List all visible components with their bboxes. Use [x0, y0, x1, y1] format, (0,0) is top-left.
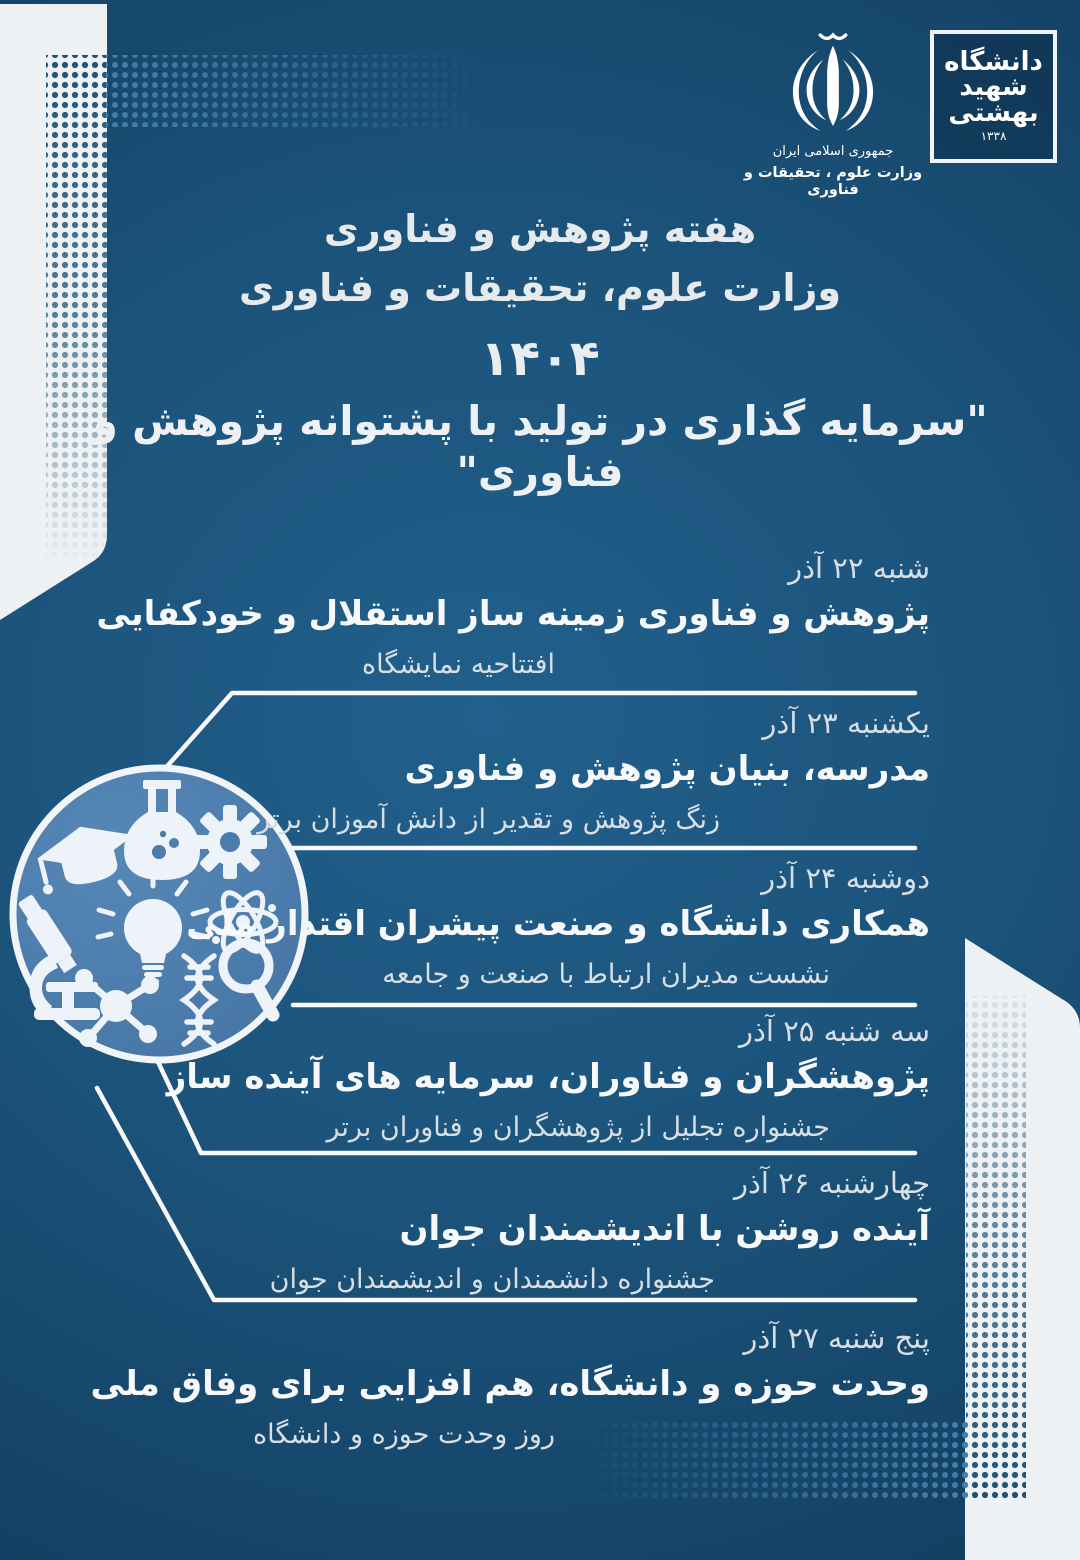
event-block-6	[60, 1322, 930, 1451]
ministry-logo	[740, 26, 926, 199]
event-day: دوشنبه ۲۴ آذر	[761, 861, 930, 895]
halftone-dots-right-column	[966, 996, 1026, 1498]
event-subtitle: افتتاحیه نمایشگاه	[361, 648, 555, 680]
event-block-2	[60, 707, 930, 836]
ministry-country-label: جمهوری اسلامی ایران	[772, 144, 894, 159]
ministry-name-label: وزارت علوم ، تحقیقات و فناوری	[743, 164, 923, 198]
university-word-1: دانشگاه	[944, 46, 1043, 77]
event-day: یکشنبه ۲۳ آذر	[762, 706, 930, 740]
header-slogan: "سرمایه گذاری در تولید با پشتوانه پژوهش و فناوری"	[92, 396, 988, 496]
halftone-dots-top-band	[106, 55, 488, 127]
event-subtitle: جشنواره تجلیل از پژوهشگران و فناوران برتر	[326, 1111, 830, 1143]
event-day: چهارشنبه ۲۶ آذر	[733, 1166, 930, 1200]
event-day: شنبه ۲۲ آذر	[788, 551, 930, 585]
event-subtitle: جشنواره دانشمندان و اندیشمندان جوان	[269, 1263, 715, 1295]
event-title: پژوهشگران و فناوران، سرمایه های آینده ساز	[166, 1057, 930, 1098]
event-subtitle: روز وحدت حوزه و دانشگاه	[252, 1418, 555, 1450]
university-logo	[930, 30, 1057, 163]
event-title: وحدت حوزه و دانشگاه، هم افزایی برای وفاق ملی	[90, 1364, 930, 1405]
event-title: پژوهش و فناوری زمینه ساز استقلال و خودکفایی	[96, 594, 930, 635]
event-block-4	[60, 1015, 930, 1144]
header-week-title: هفته پژوهش و فناوری	[323, 207, 757, 251]
event-block-3	[60, 862, 930, 991]
header-ministry-title: وزارت علوم، تحقیقات و فناوری	[238, 265, 841, 310]
iran-emblem-icon	[789, 26, 877, 136]
event-title: آینده روشن با اندیشمندان جوان	[399, 1209, 930, 1250]
university-word-2: شهید	[959, 72, 1028, 103]
event-title: مدرسه، بنیان پژوهش و فناوری	[404, 749, 930, 790]
event-day: سه شنبه ۲۵ آذر	[739, 1014, 930, 1048]
event-day: پنج شنبه ۲۷ آذر	[743, 1321, 930, 1355]
event-subtitle: نشست مدیران ارتباط با صنعت و جامعه	[382, 958, 830, 990]
header-year: ۱۴۰۴	[480, 329, 600, 387]
event-title: همکاری دانشگاه و صنعت پیشران اقتدار ملی	[186, 904, 930, 945]
poster-header	[40, 200, 1040, 498]
event-subtitle: زنگ پژوهش و تقدیر از دانش آموزان برتر	[257, 803, 720, 835]
event-block-5	[60, 1167, 930, 1296]
event-block-1	[60, 552, 930, 681]
university-word-3: بهشتی	[948, 97, 1039, 128]
university-founding-year: ۱۳۳۸	[980, 129, 1007, 144]
